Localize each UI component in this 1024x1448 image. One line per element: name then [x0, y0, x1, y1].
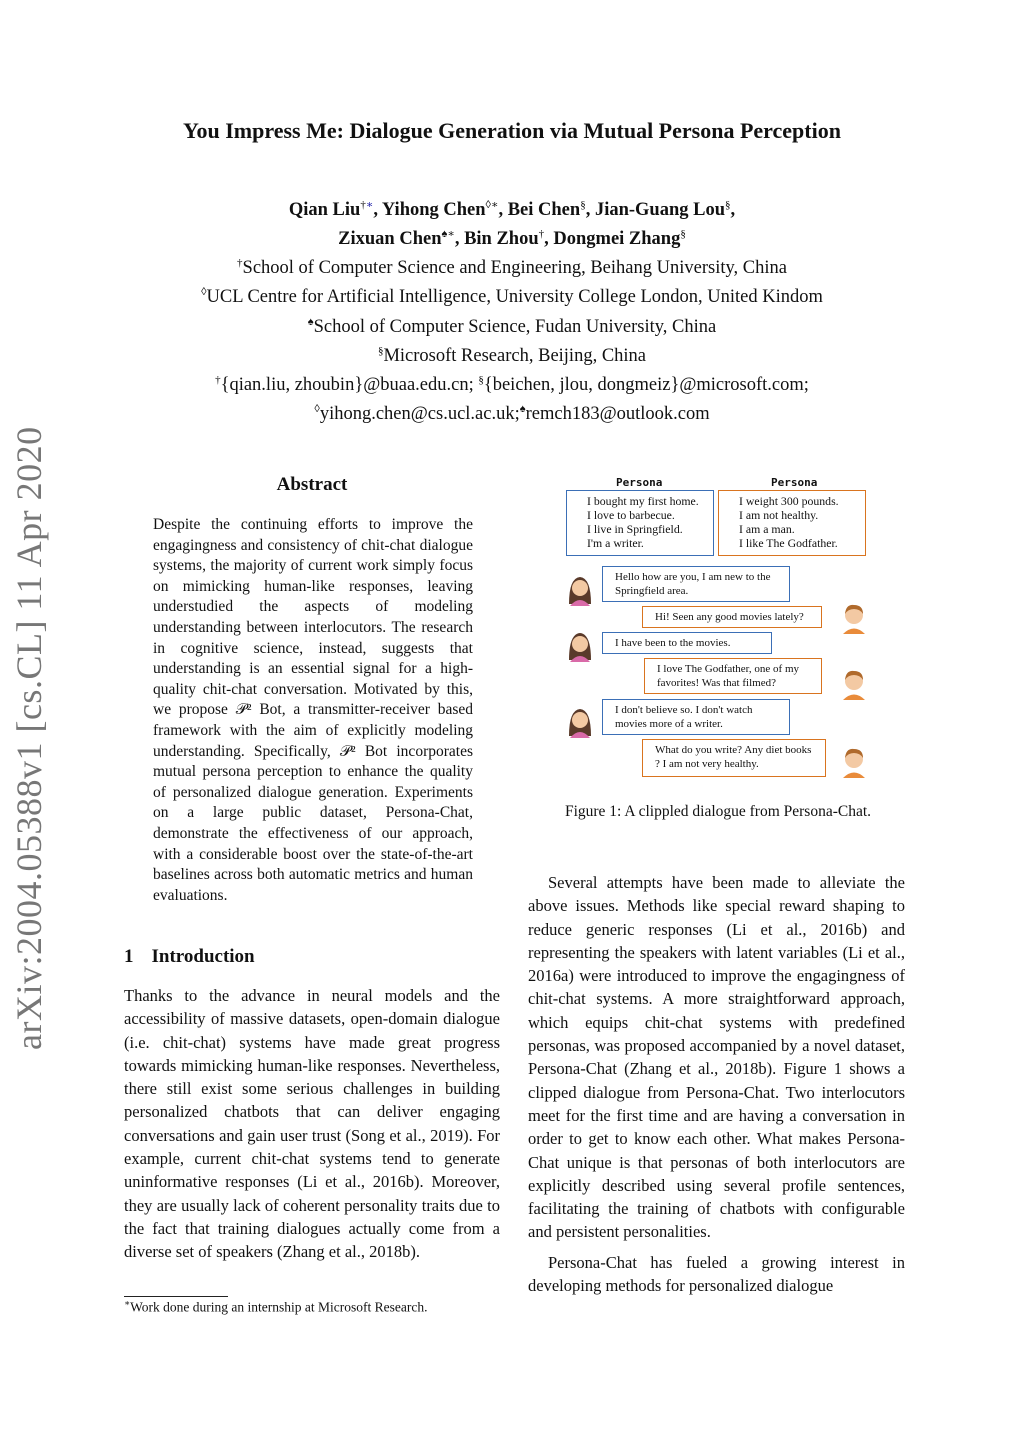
woman-avatar-icon [566, 630, 594, 662]
right-persona-box [718, 490, 866, 556]
emails-line-1: †{qian.liu, zhoubin}@buaa.edu.cn; §{beichen, jlou, dongmeiz}@microsoft.com; [215, 373, 809, 396]
authors-line-1: Qian Liu†∗, Yihong Chen◊∗, Bei Chen§, Jian-Guang Lou§, [288, 199, 736, 221]
paragraph: Persona-Chat has fueled a growing interest in developing methods for personalized dialogue [528, 1252, 905, 1296]
persona-line: I bought my first home. [587, 494, 699, 508]
persona-line: I love to barbecue. [587, 508, 675, 522]
paper-title: You Impress Me: Dialogue Generation via Mutual Persona Perception [183, 118, 841, 143]
authors-line-2: Zixuan Chen♠∗, Bin Zhou†, Dongmei Zhang§ [338, 228, 686, 250]
emails-line-2: ◊yihong.chen@cs.ucl.ac.uk;♠remch183@outlook.com [314, 403, 710, 425]
right-column-text [528, 871, 905, 1304]
section-heading-introduction [124, 946, 255, 968]
man-avatar-icon [840, 668, 868, 700]
author-block [0, 193, 1024, 426]
dialogue-bubble-right: I love The Godfather, one of my favorites! Was that filmed? [644, 658, 822, 694]
section-number: 1 [124, 946, 134, 967]
woman-avatar-icon [566, 574, 594, 606]
affiliation-2: ◊UCL Centre for Artificial Intelligence, University College London, United Kindom [201, 286, 823, 308]
footnote: ∗Work done during an internship at Microsoft Research. [124, 1298, 428, 1315]
introduction-paragraph: Thanks to the advance in neural models and the accessibility of massive datasets, open-domain dialogue (i.e. chit-chat) systems have made great progress towards mimicking human-like responses. Nevertheless, there still exist some serious challenges in building personalized chatbots that can deliver engaging conversations and gain user trust (Song et al., 2019). For example, current chit-chat systems tend to generate uninformative responses (Li et al., 2016b). Moreover, they are usually lack of coherent personality traits due to the fact that training dialogues actually come from a diverse set of speakers (Zhang et al., 2018b). [124, 986, 500, 1262]
figure-dialogue [528, 470, 908, 790]
introduction-text [124, 984, 500, 1264]
persona-line: I'm a writer. [587, 536, 644, 550]
left-persona-box [566, 490, 714, 556]
affiliation-1: †School of Computer Science and Engineering, Beihang University, China [237, 257, 787, 279]
affiliation-4: §Microsoft Research, Beijing, China [377, 344, 647, 366]
woman-avatar-icon [566, 706, 594, 738]
left-persona-header: Persona [616, 476, 663, 489]
dialogue-bubble-right: Hi! Seen any good movies lately? [642, 606, 822, 628]
persona-line: I am a man. [739, 522, 795, 536]
right-persona-header: Persona [771, 476, 818, 489]
persona-line: I like The Godfather. [739, 536, 838, 550]
arxiv-stamp: arXiv:2004.05388v1 [cs.CL] 11 Apr 2020 [9, 426, 49, 1050]
dialogue-bubble-left: Hello how are you, I am new to the Springfield area. [602, 566, 790, 602]
affiliation-3: ♠School of Computer Science, Fudan University, China [307, 315, 717, 337]
persona-line: I weight 300 pounds. [739, 494, 839, 508]
section-title: Introduction [151, 946, 255, 967]
paragraph: Several attempts have been made to alleviate the above issues. Methods like special reward shaping to reduce generic responses (Li et al., 2016b) and representing the speakers with latent variables (Li et al., 2016a) were introduced to improve the engagingness of chit-chat systems. A more straightforward approach, which equips chit-chat systems with predefined personas, was proposed accompanied by a novel dataset, Persona-Chat (Zhang et al., 2018b). Figure 1 shows a clipped dialogue from Persona-Chat. Two interlocutors meet for the first time and are having a conversation in order to get to know each other. What makes Persona-Chat unique is that personas of both interlocutors are explicitly described using several profile sentences, facilitating the training of chatbots with configurable and persistent personalities. [528, 873, 905, 1242]
abstract-text: Despite the continuing efforts to improve the engagingness and consistency of chit-chat dialogue systems, the majority of current work simply focus on mimicking human-like responses, leaving understudied the aspects of modeling understanding between interlocutors. The research in cognitive science, instead, suggests that understanding is an essential signal for a high-quality chit-chat conversation. Motivated by this, we propose 𝒫² Bot, a transmitter-receiver based framework with the aim of explicitly modeling understanding. Specifically, 𝒫² Bot incorporates mutual persona perception to enhance the quality of personalized dialogue generation. Experiments on a large public dataset, Persona-Chat, demonstrate the effectiveness of our approach, with a considerable boost over the state-of-the-art baselines across both automatic metrics and human evaluations. [153, 516, 473, 904]
dialogue-bubble-left: I have been to the movies. [602, 632, 772, 654]
dialogue-bubble-left: I don't believe so. I don't watch movies more of a writer. [602, 699, 790, 735]
figure-caption: Figure 1: A clippled dialogue from Persona-Chat. [564, 803, 872, 820]
persona-line: I live in Springfield. [587, 522, 683, 536]
man-avatar-icon [840, 746, 868, 778]
persona-line: I am not healthy. [739, 508, 819, 522]
man-avatar-icon [840, 602, 868, 634]
footnote-rule [124, 1296, 228, 1297]
abstract-heading: Abstract [276, 474, 348, 495]
dialogue-bubble-right: What do you write? Any diet books ? I am not very healthy. [642, 739, 826, 777]
